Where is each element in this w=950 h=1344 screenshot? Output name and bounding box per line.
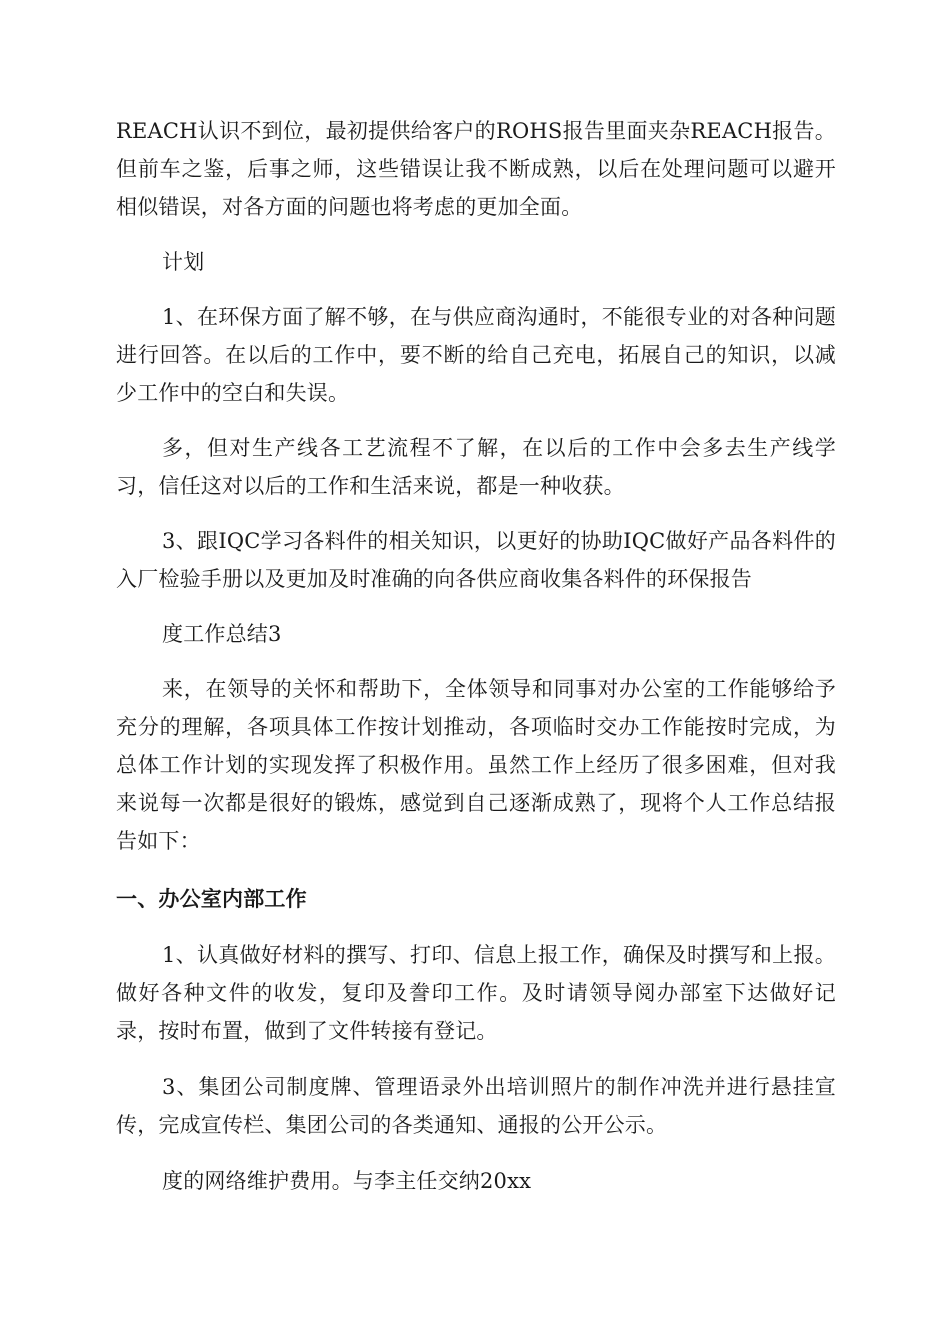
paragraph-production-line: 多，但对生产线各工艺流程不了解，在以后的工作中会多去生产线学习，信任这对以后的工作和生活来说，都是一种收获。 bbox=[116, 436, 836, 498]
paragraph-reach-errors: REACH认识不到位，最初提供给客户的ROHS报告里面夹杂REACH报告。但前车之鉴，后事之师，这些错误让我不断成熟，以后在处理问题可以避开相似错误，对各方面的问题也将考虑的更加全面。 bbox=[116, 119, 836, 219]
paragraph-summary-intro: 来，在领导的关怀和帮助下，全体领导和同事对办公室的工作能够给予充分的理解，各项具体工作按计划推动，各项临时交办工作能按时完成，为总体工作计划的实现发挥了积极作用。虽然工作上经历了很多困难，但对我来说每一次都是很好的锻炼，感觉到自己逐渐成熟了，现将个人工作总结报告如下： bbox=[116, 677, 836, 853]
paragraph-network-fee: 度的网络维护费用。与李主任交纳20xx bbox=[162, 1169, 532, 1193]
paragraph-plan-label: 计划 bbox=[162, 250, 205, 274]
paragraph-summary-title: 度工作总结3 bbox=[162, 622, 282, 646]
paragraph-plan-item-1: 1、在环保方面了解不够，在与供应商沟通时，不能很专业的对各种问题进行回答。在以后的工作中，要不断的给自己充电，拓展自己的知识，以减少工作中的空白和失误。 bbox=[116, 305, 836, 405]
paragraph-office-item-3: 3、集团公司制度牌、管理语录外出培训照片的制作冲洗并进行悬挂宣传，完成宣传栏、集团公司的各类通知、通报的公开公示。 bbox=[116, 1075, 836, 1137]
paragraph-office-item-1: 1、认真做好材料的撰写、打印、信息上报工作，确保及时撰写和上报。做好各种文件的收发，复印及誊印工作。及时请领导阅办部室下达做好记录，按时布置，做到了文件转接有登记。 bbox=[116, 943, 836, 1043]
section-heading-office-work: 一、办公室内部工作 bbox=[116, 887, 307, 911]
paragraph-plan-item-3: 3、跟IQC学习各料件的相关知识，以更好的协助IQC做好产品各料件的入厂检验手册以及更加及时准确的向各供应商收集各料件的环保报告 bbox=[116, 529, 836, 591]
document-body bbox=[116, 112, 836, 1200]
